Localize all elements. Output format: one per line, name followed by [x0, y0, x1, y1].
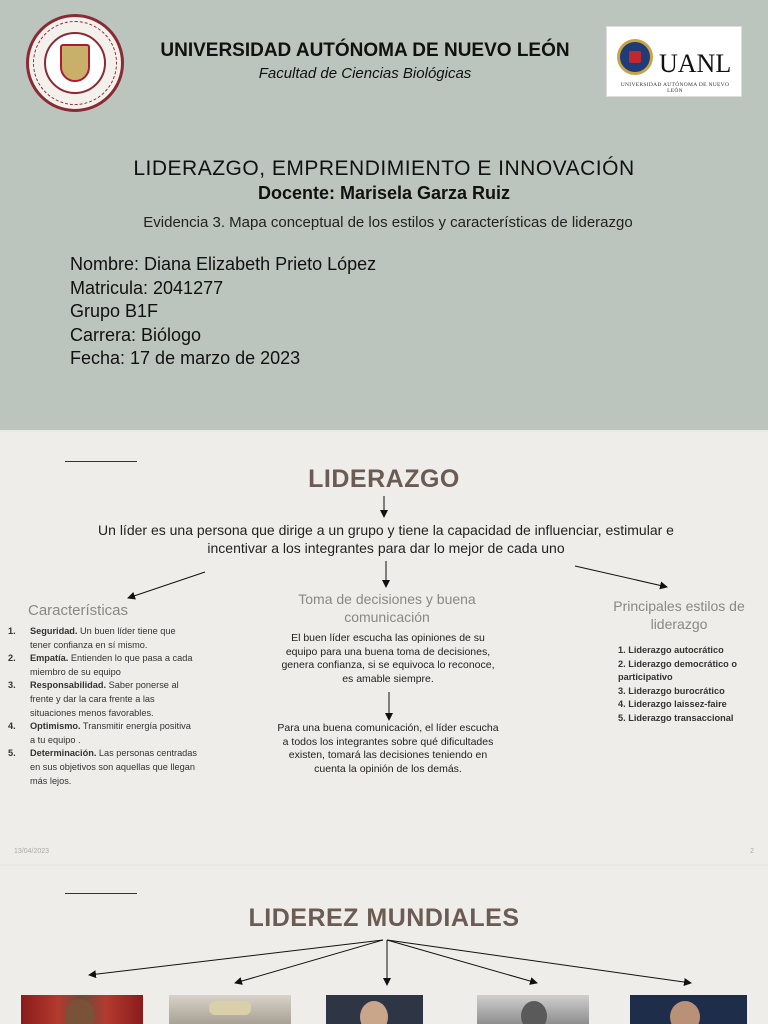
communication-paragraph: Para una buena comunicación, el líder escucha a todos los integrantes sobre qué dificultades existen, tomará las decisiones teniendo en cuenta la opinión de los demás. — [277, 722, 499, 775]
uanl-logo-text: UANL — [659, 49, 732, 78]
leader-photo-4 — [477, 995, 589, 1024]
title-slide — [0, 0, 768, 430]
uanl-logo-subtext: UNIVERSIDAD AUTÓNOMA DE NUEVO LEÓN — [620, 82, 730, 94]
title-rule — [65, 461, 137, 462]
leadership-definition: Un líder es una persona que dirige a un grupo y tiene la capacidad de influenciar, estimular e incentivar a los integrantes para dar lo mejor de cada uno — [98, 522, 674, 556]
student-info — [70, 253, 376, 371]
slide-date: 13/04/2023 — [14, 848, 50, 855]
face-shape — [360, 1001, 388, 1024]
leader-photo-2 — [169, 995, 291, 1024]
list-item: 4. Optimismo. Transmitir energía positiva a tu equipo . — [8, 721, 191, 745]
list-item: 3. Responsabilidad. Saber ponerse al frente y dar la cara frente a las situaciones menos favorables. — [8, 680, 179, 718]
world-leaders-slide — [0, 866, 768, 1024]
slide-number: 2 — [750, 848, 754, 855]
faculty-seal-logo — [26, 14, 124, 112]
student-career: Carrera: Biólogo — [70, 324, 202, 345]
crown-shape — [209, 1001, 251, 1015]
leader-photo-3 — [326, 995, 423, 1024]
list-item: 5. Liderazgo transaccional — [618, 712, 734, 723]
styles-list — [618, 644, 758, 726]
student-name: Nombre: Diana Elizabeth Prieto López — [70, 254, 377, 274]
course-title: LIDERAZGO, EMPRENDIMIENTO E INNOVACIÓN — [133, 157, 635, 180]
leader-photo-1 — [21, 995, 143, 1024]
student-id: Matricula: 2041277 — [70, 277, 224, 298]
face-shape — [521, 1001, 547, 1024]
assignment-title: Evidencia 3. Mapa conceptual de los estilos y características de liderazgo — [143, 214, 633, 231]
list-item: 4. Liderazgo laissez-faire — [618, 699, 727, 710]
uanl-emblem-icon — [617, 39, 653, 75]
face-shape — [670, 1001, 700, 1024]
teacher-name: Docente: Marisela Garza Ruiz — [257, 183, 511, 203]
student-group: Grupo B1F — [70, 301, 159, 321]
university-name: UNIVERSIDAD AUTÓNOMA DE NUEVO LEÓN — [160, 40, 570, 61]
characteristics-list — [8, 625, 198, 788]
list-item: 5. Determinación. Las personas centradas en sus objetivos son aquellas que llegan más lejos. — [8, 748, 197, 786]
title-rule — [65, 893, 137, 894]
characteristics-heading: Características — [28, 602, 129, 619]
decisions-heading: Toma de decisiones y buena comunicación — [298, 591, 476, 625]
styles-heading: Principales estilos de liderazgo — [613, 598, 745, 632]
uanl-logo — [606, 26, 742, 97]
list-item: 2. Empatía. Entienden lo que pasa a cada miembro de su equipo — [8, 653, 193, 677]
decisions-paragraph: El buen líder escucha las opiniones de su equipo para una buena toma de decisiones, genera confianza, si se equivoca lo reconoce, es amable siempre. — [281, 632, 495, 685]
face-shape — [65, 999, 95, 1024]
list-item: 1. Seguridad. Un buen líder tiene que tener confianza en sí mismo. — [8, 626, 176, 650]
faculty-name: Facultad de Ciencias Biológicas — [258, 65, 472, 82]
list-item: 1. Liderazgo autocrático — [618, 645, 724, 655]
leadership-title: LIDERAZGO — [308, 465, 460, 493]
seal-ring — [33, 21, 117, 105]
student-date: Fecha: 17 de marzo de 2023 — [70, 348, 301, 368]
list-item: 2. Liderazgo democrático o participativo — [618, 658, 737, 683]
leader-photo-5 — [630, 995, 747, 1024]
leadership-slide — [0, 432, 768, 864]
list-item: 3. Liderazgo burocrático — [618, 685, 725, 696]
world-leaders-title: LIDEREZ MUNDIALES — [248, 904, 520, 932]
